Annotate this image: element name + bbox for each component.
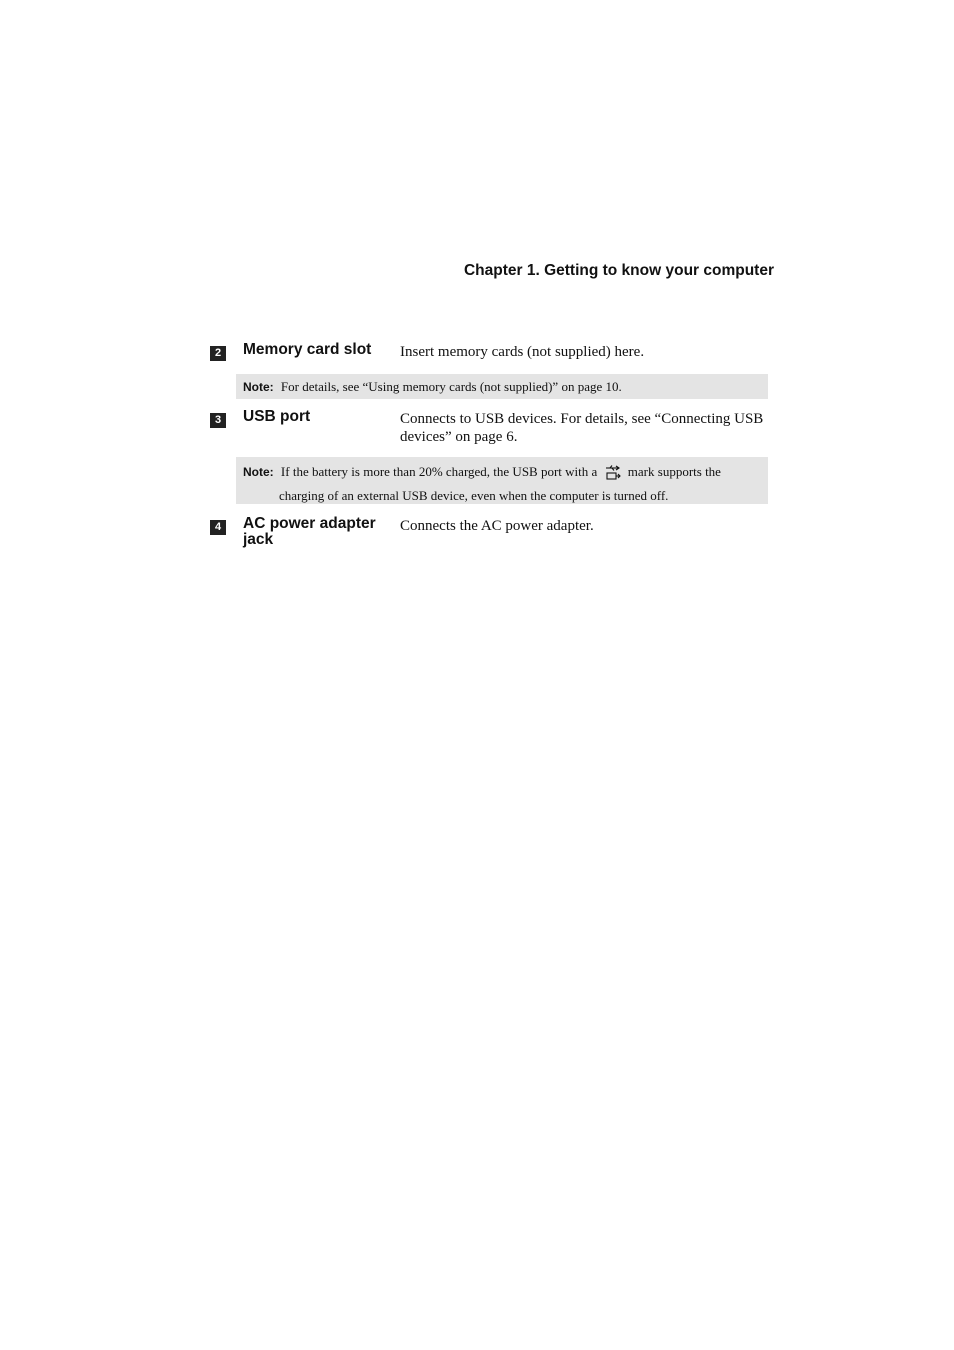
- note-usb-charging: [236, 457, 768, 504]
- note-text-before-icon: If the battery is more than 20% charged, the USB port with a: [280, 464, 598, 479]
- entry-term: USB port: [243, 408, 311, 425]
- note-memory-card: [236, 374, 768, 399]
- note-label: Note:: [243, 380, 274, 394]
- entry-description: Connects the AC power adapter.: [400, 518, 594, 534]
- chapter-header: Chapter 1. Getting to know your computer: [463, 262, 774, 279]
- note-label: Note:: [243, 465, 274, 479]
- entry-description: Connects to USB devices. For details, see “Connecting USB devices” on page 6.: [400, 411, 764, 445]
- entry-number: 3: [210, 413, 226, 428]
- note-text-after-icon: mark supports the charging of an external USB device, even when the computer is turned off.: [279, 464, 721, 503]
- entry-term: AC power adapter jack: [243, 515, 376, 548]
- note-text: For details, see “Using memory cards (not supplied)” on page 10.: [280, 379, 622, 394]
- entry-number: 4: [210, 520, 226, 535]
- entry-term: Memory card slot: [243, 341, 372, 358]
- entry-number: 2: [210, 346, 226, 361]
- usb-charge-icon: [604, 464, 622, 486]
- entry-description: Insert memory cards (not supplied) here.: [400, 344, 645, 360]
